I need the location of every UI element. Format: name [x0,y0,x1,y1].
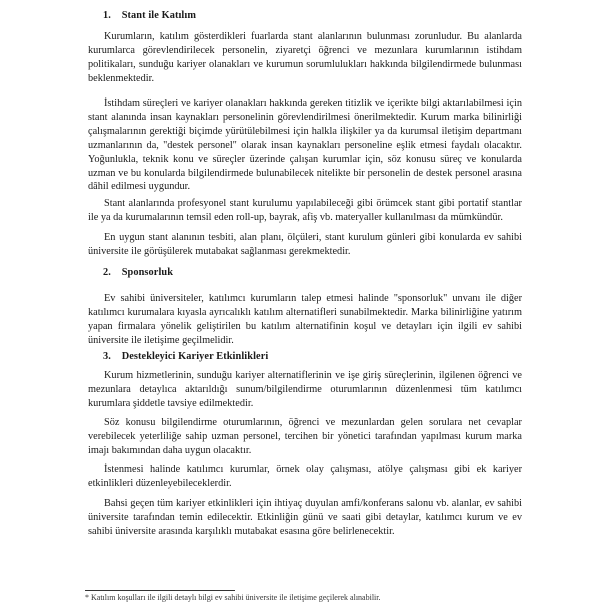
section-heading-2 [103,267,173,278]
section-number: 1. [103,10,111,21]
paragraph: Ev sahibi üniversiteler, katılımcı kurumların talep etmesi halinde "sponsorluk" unvanı ile diğer katılımcı kurumalara kıyasla ayrıcalıklı katılım alternatifleri sunabilmektedir. Marka bilinirliğine yatırım yapan firmalara yönelik geliştirilen bu katılım alternatifinin koşul ve detayları için ilgili ev sahibi üniversite ile iletişime geçilmelidir. [88,293,522,346]
section-number: 2. [103,267,111,278]
paragraph: Bahsi geçen tüm kariyer etkinlikleri için ihtiyaç duyulan amfi/konferans salonu vb. alanlar, ev sahibi üniversite tarafından temin edilecektir. Etkinliğin günü ve saati gibi detaylar, katılımcı kurum ve ev sahibi üniversite arasında karşılıklı mutabakat esasına göre belirlenecektir. [88,498,522,537]
paragraph: Kurum hizmetlerinin, sunduğu kariyer alternatiflerinin ve işe giriş süreçlerinin, ilgilenen öğrenci ve mezunlara detaylıca aktarıldığı sunum/bilgilendirme oturumlarının düzenlenmesi tüm katılımcı kurumlara şiddetle tavsiye edilmektedir. [88,370,522,409]
paragraph: İstenmesi halinde katılımcı kurumlar, örnek olay çalışması, atölye çalışması gibi ek kariyer etkinlikleri düzenleyebileceklerdir. [88,464,522,489]
section-title: Stant ile Katılım [121,10,197,21]
paragraph: Söz konusu bilgilendirme oturumlarının, öğrenci ve mezunlardan gelen sorulara net cevaplar verebilecek yeterliliğe sahip uzman personel, tercihen bir yönetici tarafından yapılması kurum marka imajı bakımından daha uygun olacaktır. [88,417,522,456]
section-heading-1 [103,10,196,21]
footnote-divider [85,590,235,591]
paragraph: İstihdam süreçleri ve kariyer olanakları hakkında gereken titizlik ve içerikte bilgi aktarılabilmesi için stant alanında insan kaynakları personelinin görevlendirilmesi önerilmektedir. Kurum marka bilinirliği çalışmalarının gerektiği biçimde yürütülebilmesi için halkla ilişkiler ya da kurumsal iletişim departmanı uzmanlarının da, "destek personel" olarak insan kaynakları personeline eşlik etmesi faydalı olacaktır. Yoğunlukla, teknik konu ve süreçler üzerinde çalışan kurumlar için, söz konusu süreç ve konularda uzman ve bu konularda bilgilendirmede bulunabilecek nitelikte bir personelin de destek personel arasına dâhil edilmesi uygundur. [88,98,522,193]
footnote: * Katılım koşulları ile ilgili detaylı bilgi ev sahibi üniversite ile iletişime geçilerek alınabilir. [85,593,381,602]
section-title: Destekleyici Kariyer Etkinlikleri [121,351,269,362]
paragraph: Kurumların, katılım gösterdikleri fuarlarda stant alanlarının bulunması zorunludur. Bu alanlarda kurumlarca görevlendirilecek personelin, ziyaretçi öğrenci ve mezunlara kurumlarının istihdam politikaları, sunduğu kariyer olanakları ve kurumun sorumlulukları hakkında bilgilendirmede bulunması beklenmektedir. [88,31,522,84]
paragraph: Stant alanlarında profesyonel stant kurulumu yapılabileceği gibi örümcek stant gibi portatif stantlar ile ya da kurumalarının temsil eden roll-up, bayrak, afiş vb. materyaller kullanılması da mümkündür. [88,198,522,223]
paragraph: En uygun stant alanının tesbiti, alan planı, ölçüleri, stant kurulum günleri gibi konularda ev sahibi üniversite ile görüşülerek mutabakat sağlanması gerekmektedir. [88,232,522,257]
section-title: Sponsorluk [121,267,174,278]
section-heading-3 [103,351,268,362]
section-number: 3. [103,351,111,362]
